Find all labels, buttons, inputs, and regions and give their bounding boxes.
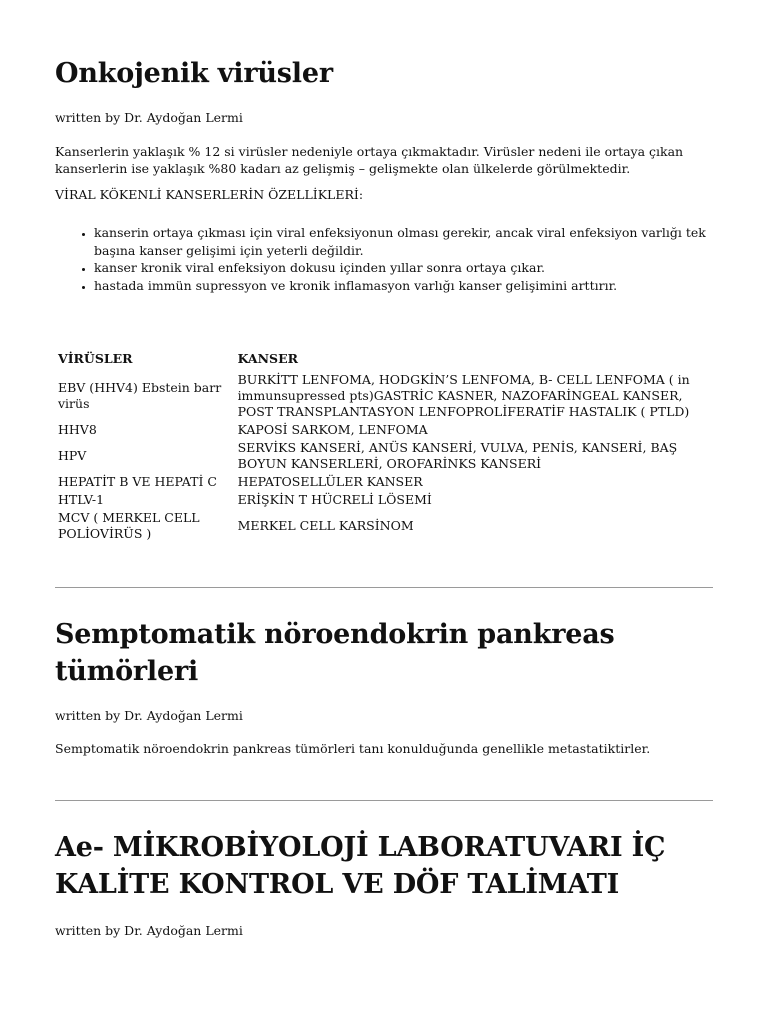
table-row — [55, 371, 713, 421]
article-title[interactable]: Semptomatik nöroendokrin pankreas tümörleri — [55, 619, 615, 687]
table-cell-cancer: HEPATOSELLÜLER KANSER — [237, 474, 423, 489]
table-cell-virus: HEPATİT B VE HEPATİ C — [58, 474, 217, 489]
table-cell-virus: MCV ( MERKEL CELL POLİOVİRÜS ) — [58, 510, 200, 541]
virus-cancer-table — [55, 348, 713, 543]
table-cell-cancer: BURKİTT LENFOMA, HODGKİN’S LENFOMA, B- CELL LENFOMA ( in immunsupressed pts)GASTRİC KASNER, NAZOFARİNGEAL KANSER, POST TRANSPLANTASYON LENFOPROLİFERATİF HASTALIK ( PTLD) — [237, 372, 690, 419]
article-byline: written by Dr. Aydoğan Lermi — [55, 923, 243, 938]
table-cell-cancer: ERİŞKİN T HÜCRELİ LÖSEMİ — [237, 492, 432, 507]
table-cell-virus: HHV8 — [58, 422, 97, 437]
article-noroendokrin-pankreas — [55, 616, 713, 757]
table-cell-cancer: MERKEL CELL KARSİNOM — [237, 518, 414, 533]
list-item: • hastada immün supressyon ve kronik inflamasyon varlığı kanser gelişimini arttırır. — [94, 277, 713, 295]
article-onkojenik-virusler — [55, 55, 713, 541]
table-header-cancer: KANSER — [237, 351, 298, 366]
article-byline: written by Dr. Aydoğan Lermi — [55, 110, 243, 125]
list-item: • kanser kronik viral enfeksiyon dokusu içinden yıllar sonra ortaya çıkar. — [94, 259, 713, 277]
table-cell-cancer: KAPOSİ SARKOM, LENFOMA — [237, 422, 428, 437]
table-header-virus: VİRÜSLER — [58, 351, 133, 366]
table-cell-virus: HPV — [58, 448, 87, 463]
table-row — [55, 509, 713, 543]
table-row — [55, 439, 713, 473]
article-paragraph: Kanserlerin yaklaşık % 12 si virüsler nedeniyle ortaya çıkmaktadır. Virüsler nedeni ile ortaya çıkan kanserlerin ise yaklaşık %80 kadarı az gelişmiş – gelişmekte olan ülkelerde görülmektedir. — [55, 144, 684, 176]
article-paragraph: Semptomatik nöroendokrin pankreas tümörleri tanı konulduğunda genellikle metastatiktirler. — [55, 741, 651, 756]
section-heading: VİRAL KÖKENLİ KANSERLERİN ÖZELLİKLERİ: — [55, 187, 364, 202]
table-cell-cancer: SERVİKS KANSERİ, ANÜS KANSERİ, VULVA, PENİS, KANSERİ, BAŞ BOYUN KANSERLERİ, OROFARİNKS KANSERİ — [237, 440, 678, 471]
table-row — [55, 491, 713, 509]
article-byline: written by Dr. Aydoğan Lermi — [55, 708, 243, 723]
article-mikrobiyoloji-talimati — [55, 829, 713, 939]
article-title[interactable]: Ae- MİKROBİYOLOJİ LABORATUVARI İÇ KALİTE KONTROL VE DÖF TALİMATI — [55, 832, 666, 900]
article-divider — [55, 800, 713, 801]
table-row — [55, 421, 713, 439]
features-list — [55, 224, 713, 294]
table-row — [55, 473, 713, 491]
table-cell-virus: HTLV-1 — [58, 492, 105, 507]
list-item: • kanserin ortaya çıkması için viral enfeksiyonun olması gerekir, ancak viral enfeksiyon varlığı tek başına kanser gelişimi için yeterli değildir. — [94, 224, 713, 259]
table-cell-virus: EBV (HHV4) Ebstein barr virüs — [58, 380, 222, 411]
article-title[interactable]: Onkojenik virüsler — [55, 58, 333, 89]
table-header-row — [55, 348, 713, 371]
article-divider — [55, 587, 713, 588]
